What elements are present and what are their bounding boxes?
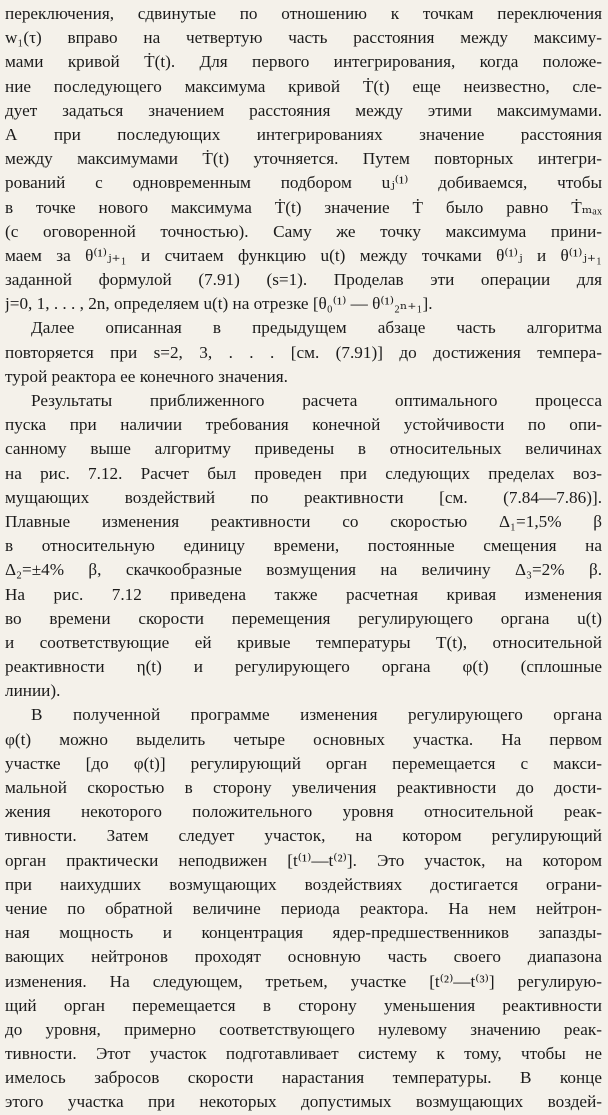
text-line: На рис. 7.12 приведена также расчетная кривая изменения: [5, 584, 602, 604]
text-line: мущающих воздействий по реактивности [см. (7.84—7.86)].: [5, 487, 602, 507]
paragraph-4: [5, 703, 602, 1114]
text-line: в точке нового максимума Ṫ(t) значение Ṫ было равно Ṫₘₐₓ: [5, 197, 602, 217]
text-line: j=0, 1, . . . , 2n, определяем u(t) на отрезке [θ₀⁽¹⁾ — θ⁽¹⁾₂ₙ₊₁].: [5, 294, 433, 314]
text-line: тивности. Этот участок подготавливает систему к тому, чтобы не: [5, 1044, 602, 1064]
text-line: чение по обратной величине периода реактора. На нем нейтрон-: [5, 898, 602, 918]
text-line: повторяется при s=2, 3, . . . [см. (7.91)] до достижения темпера-: [5, 342, 602, 362]
text-line: турой реактора ее конечного значения.: [5, 366, 288, 386]
text-line: пуска при наличии требования конечной устойчивости по опи-: [5, 415, 602, 435]
paragraph-3: [5, 389, 602, 703]
text-line: жения некоторого положительного уровня относительной реак-: [5, 802, 602, 822]
text-line: изменения. На следующем, третьем, участке [t⁽²⁾—t⁽³⁾] регулирую-: [5, 971, 602, 991]
text-line: рований с одновременным подбором uⱼ⁽¹⁾ добиваемся, чтобы: [5, 173, 602, 193]
text-line: между максимумами Ṫ(t) уточняется. Путем повторных интегри-: [5, 149, 602, 169]
text-line: реактивности η(t) и регулирующего органа φ(t) (сплошные: [5, 657, 602, 677]
text-line: имелось забросов скорости нарастания температуры. В конце: [5, 1068, 602, 1088]
text-line: А при последующих интегрированиях значение расстояния: [5, 124, 602, 144]
text-line: мальной скоростью в сторону увеличения реактивности до дости-: [5, 778, 602, 797]
text-line: на рис. 7.12. Расчет был проведен при следующих пределах воз-: [5, 463, 602, 483]
text-line: В полученной программе изменения регулирующего органа: [31, 705, 602, 725]
text-line: и соответствующие ей кривые температуры T(t), относительной: [5, 632, 602, 652]
text-line: заданной формулой (7.91) (s=1). Проделав эти операции для: [5, 270, 602, 290]
text-line: Δ₂=±4% β, скачкообразные возмущения на величину Δ₃=2% β.: [5, 560, 602, 580]
text-line: в относительную единицу времени, постоянные смещения на: [5, 536, 602, 556]
text-line: участке [до φ(t)] регулирующий орган перемещается с макси-: [5, 753, 602, 773]
text-body: [5, 2, 602, 1115]
text-line: Плавные изменения реактивности со скоростью Δ₁=1,5% β: [5, 511, 602, 531]
text-line: щий орган перемещается в сторону уменьшения реактивности: [5, 995, 602, 1015]
text-line: орган практически неподвижен [t⁽¹⁾—t⁽²⁾]. Это участок, на котором: [5, 850, 602, 870]
text-line: маем за θ⁽¹⁾ⱼ₊₁ и считаем функцию u(t) между точками θ⁽¹⁾ⱼ и θ⁽¹⁾ⱼ₊₁: [5, 245, 602, 265]
text-line: ние последующего максимума кривой Ṫ(t) еще неизвестно, сле-: [5, 76, 602, 96]
text-line: φ(t) можно выделить четыре основных участка. На первом: [5, 729, 602, 749]
text-line: вающих нейтронов проходят основную часть своего диапазона: [5, 947, 602, 967]
text-line: линии).: [5, 681, 61, 701]
text-line: до уровня, примерно соответствующего нулевому значению реак-: [5, 1019, 602, 1039]
text-line: Далее описанная в предыдущем абзаце часть алгоритма: [31, 318, 602, 338]
text-line: этого участка при некоторых допустимых возмущающих воздей-: [5, 1092, 602, 1112]
text-line: мами кривой Ṫ(t). Для первого интегрирования, когда положе-: [5, 52, 602, 72]
text-line: (с оговоренной точностью). Саму же точку максимума прини-: [5, 221, 602, 241]
text-line: тивности. Затем следует участок, на котором регулирующий: [5, 826, 602, 846]
text-line: при наихудших возмущающих воздействиях достигается ограни-: [5, 874, 602, 894]
text-line: во времени скорости перемещения регулирующего органа u(t): [5, 608, 602, 628]
text-line: ная мощность и концентрация ядер-предшественников запазды-: [5, 923, 602, 943]
paragraph-2: [5, 316, 602, 389]
text-line: Результаты приближенного расчета оптимального процесса: [31, 391, 602, 410]
text-line: дует задаться значением расстояния между этими максимумами.: [5, 100, 602, 120]
text-line: санному выше алгоритму приведены в относительных величинах: [5, 439, 602, 459]
paragraph-1: [5, 2, 602, 316]
text-line: w₁(τ) вправо на четвертую часть расстояния между максиму-: [5, 28, 602, 48]
text-line: переключения, сдвинутые по отношению к точкам переключения: [5, 4, 602, 23]
